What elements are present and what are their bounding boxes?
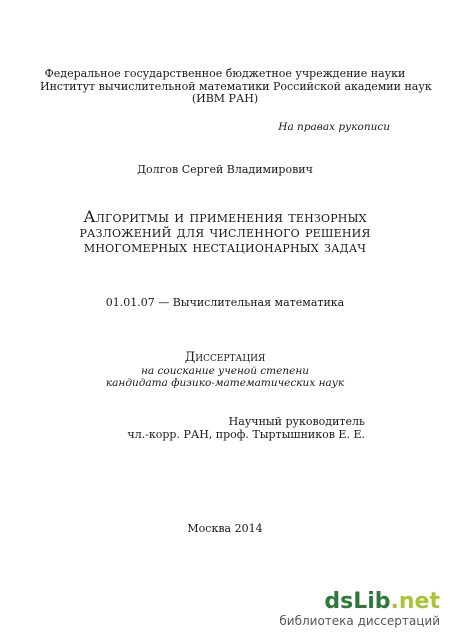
supervisor-label: Научный руководитель	[228, 415, 365, 428]
watermark-subtitle: библиотека диссертаций	[279, 614, 440, 628]
institution-line-2: Институт вычислительной математики Российской академии наук	[40, 79, 432, 93]
title-line-3: многомерных нестационарных задач	[83, 237, 367, 256]
dissertation-heading: Диссертация	[184, 350, 266, 365]
city-year: Москва 2014	[187, 522, 263, 535]
title-line-2: разложений для численного решения	[79, 222, 371, 241]
author-name: Долгов Сергей Владимирович	[137, 163, 313, 176]
rights-note: На правах рукописи	[278, 121, 390, 133]
supervisor-block	[127, 416, 365, 441]
specialty: 01.01.07 — Вычислительная математика	[105, 296, 345, 309]
dissertation-title	[30, 209, 420, 254]
watermark-logo-main: dsLib	[324, 589, 391, 614]
watermark-logo[interactable]	[279, 590, 440, 614]
institution-line-1: Федеральное государственное бюджетное учреждение науки	[44, 67, 406, 80]
title-line-1: Алгоритмы и применения тензорных	[83, 207, 367, 226]
degree-block	[40, 365, 410, 389]
supervisor-name: чл.-корр. РАН, проф. Тыртышников Е. Е.	[127, 427, 365, 441]
watermark-logo-domain: .net	[390, 589, 440, 614]
institution-line-3: (ИВМ РАН)	[191, 92, 259, 105]
degree-line-2: кандидата физико-математических наук	[105, 377, 345, 389]
watermark[interactable]	[279, 590, 440, 628]
institution-block	[40, 67, 432, 106]
degree-line-1: на соискание ученой степени	[141, 365, 309, 377]
